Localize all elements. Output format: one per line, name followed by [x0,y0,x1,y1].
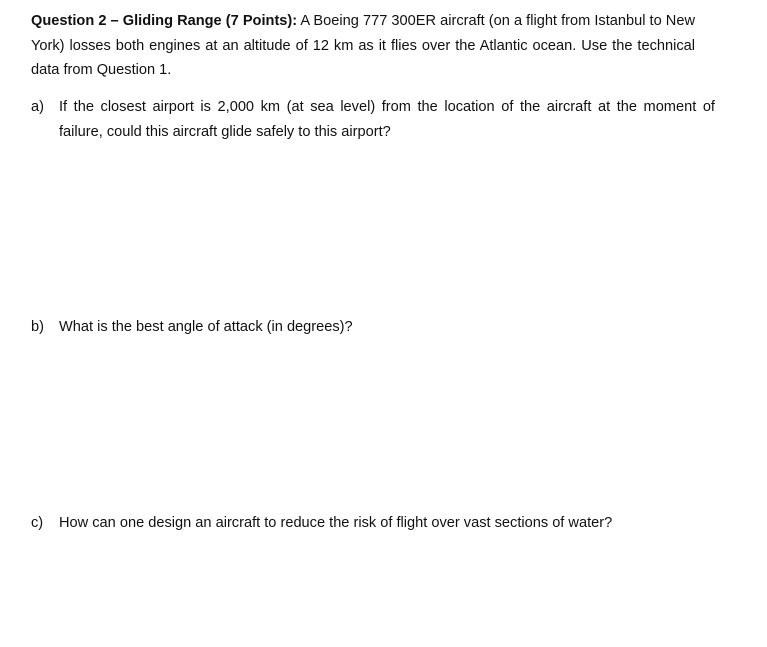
part-a-letter: a) [31,99,44,115]
part-c-letter: c) [31,515,44,531]
question-intro [31,9,695,83]
part-a [31,95,715,144]
part-c-text: How can one design an aircraft to reduce the risk of flight over vast sections of water? [59,515,613,531]
question-body: A Boeing 777 300ER aircraft (on a flight from Istanbul to New York) losses both engines at an altitude of 12 km as it flies over the Atlantic ocean. Use the technical data from Question 1. [31,13,695,78]
part-a-text: If the closest airport is 2,000 km (at sea level) from the location of the aircraft at the moment of failure, could this aircraft glide safely to this airport? [59,99,715,140]
question-heading: Question 2 – Gliding Range (7 Points): [31,13,298,29]
part-b-text: What is the best angle of attack (in degrees)? [59,319,353,335]
part-b [31,315,721,340]
part-c [31,511,721,536]
part-b-letter: b) [31,319,44,335]
